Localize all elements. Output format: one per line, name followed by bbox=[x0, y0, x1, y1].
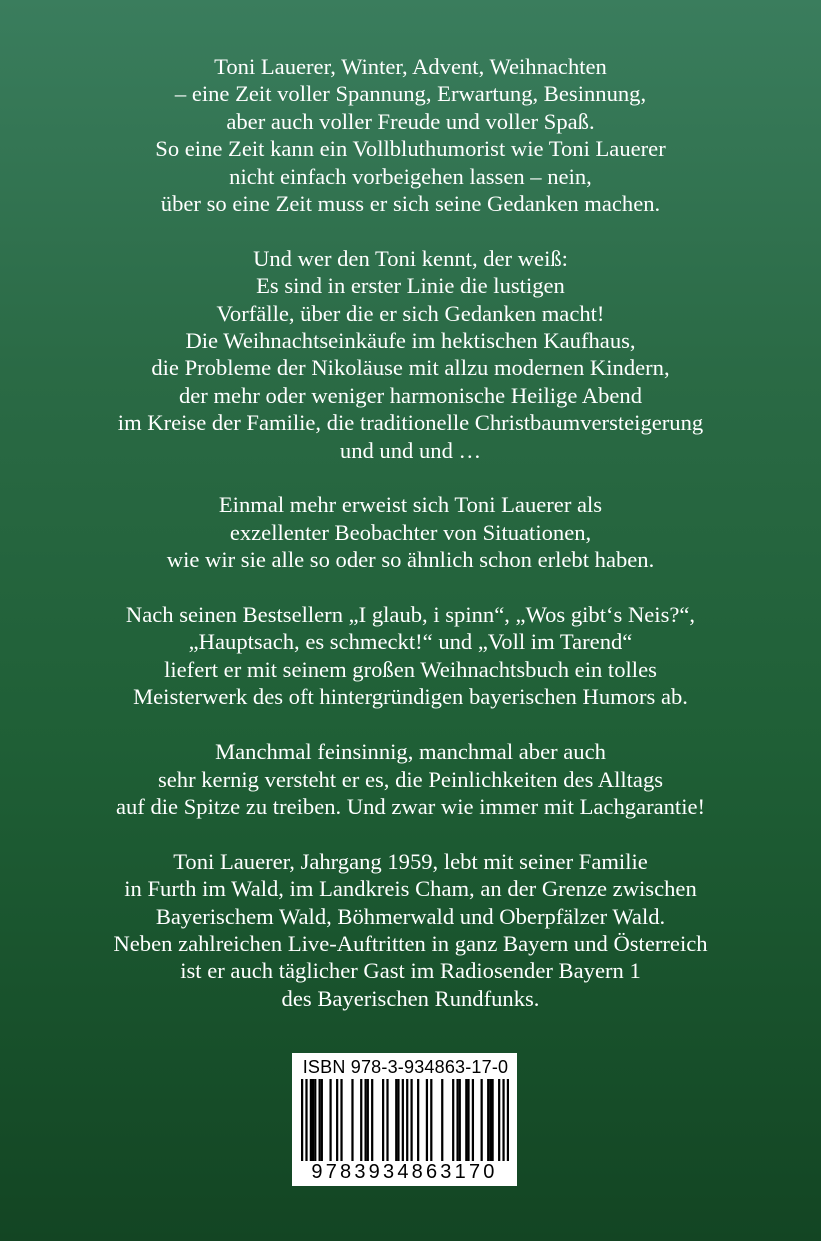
text-line: Bayerischem Wald, Böhmerwald und Oberpfälzer Wald. bbox=[155, 903, 666, 929]
barcode-bar bbox=[456, 1079, 458, 1161]
barcode-bar bbox=[467, 1079, 469, 1161]
text-line: Toni Lauerer, Winter, Advent, Weihnachten bbox=[214, 54, 607, 79]
barcode-bar bbox=[410, 1079, 412, 1161]
barcode-bar bbox=[367, 1079, 369, 1161]
text-line: Vorfälle, über die er sich Gedanken macht! bbox=[216, 300, 605, 326]
text-line: die Probleme der Nikoläuse mit allzu modernen Kindern, bbox=[151, 355, 670, 381]
barcode-bar bbox=[507, 1079, 509, 1161]
text-line: Neben zahlreichen Live-Auftritten in ganz Bayern und Österreich bbox=[113, 930, 708, 956]
barcode-bar bbox=[371, 1079, 373, 1161]
text-line: über so eine Zeit muss er sich seine Gedanken machen. bbox=[160, 191, 661, 217]
text-line: in Furth im Wald, im Landkreis Cham, an der Grenze zwischen bbox=[124, 876, 697, 902]
barcode-image bbox=[301, 1079, 509, 1161]
barcode-bar bbox=[382, 1079, 384, 1161]
text-line: Einmal mehr erweist sich Toni Lauerer als bbox=[218, 492, 603, 518]
text-line: Und wer den Toni kennt, der weiß: bbox=[253, 245, 568, 271]
barcode-bar bbox=[301, 1079, 303, 1161]
barcode-bar bbox=[430, 1079, 432, 1161]
back-cover-text bbox=[0, 53, 821, 1040]
barcode-bar bbox=[406, 1079, 408, 1161]
barcode-bar bbox=[321, 1079, 323, 1161]
barcode-bar bbox=[397, 1079, 399, 1161]
barcode-bar bbox=[329, 1079, 331, 1161]
text-line: im Kreise der Familie, die traditionelle Christbaumversteigerung bbox=[117, 410, 704, 436]
text-line: Meisterwerk des oft hintergründigen bayerischen Humors ab. bbox=[133, 684, 688, 710]
barcode-bar bbox=[310, 1079, 312, 1161]
text-line: Die Weihnachtseinkäufe im hektischen Kaufhaus, bbox=[185, 328, 636, 354]
barcode-bar bbox=[305, 1079, 307, 1161]
paragraph-6 bbox=[0, 848, 821, 1012]
barcode-bar bbox=[452, 1079, 454, 1161]
barcode-bar bbox=[319, 1079, 321, 1161]
text-line: des Bayerischen Rundfunks. bbox=[281, 985, 540, 1011]
text-line: So eine Zeit kann ein Vollbluthumorist wie Toni Lauerer bbox=[155, 136, 666, 162]
text-line: Toni Lauerer, Jahrgang 1959, lebt mit seiner Familie bbox=[173, 848, 648, 874]
text-line: „Hauptsach, es schmeckt!“ und „Voll im Tarend“ bbox=[188, 629, 633, 655]
text-line: Manchmal feinsinnig, manchmal aber auch bbox=[215, 739, 606, 765]
text-line: Nach seinen Bestsellern „I glaub, i spinn“, „Wos gibt‘s Neis?“, bbox=[125, 602, 696, 628]
barcode-bar bbox=[386, 1079, 388, 1161]
barcode-bar bbox=[351, 1079, 353, 1161]
text-line: Es sind in erster Linie die lustigen bbox=[256, 273, 565, 299]
barcode-bar bbox=[314, 1079, 316, 1161]
text-line: sehr kernig versteht er es, die Peinlichkeiten des Alltags bbox=[157, 766, 664, 792]
ean-digits: 9783934863170 bbox=[311, 1161, 498, 1183]
text-line: liefert er mit seinem großen Weihnachtsbuch ein tolles bbox=[164, 656, 657, 682]
barcode-bar bbox=[502, 1079, 504, 1161]
paragraph-2 bbox=[0, 245, 821, 464]
barcode-bar bbox=[481, 1079, 483, 1161]
text-line: nicht einfach vorbeigehen lassen – nein, bbox=[229, 163, 592, 189]
barcode-bar bbox=[402, 1079, 404, 1161]
text-line: aber auch voller Freude und voller Spaß. bbox=[226, 108, 595, 134]
barcode-bar bbox=[395, 1079, 397, 1161]
barcode-bar bbox=[441, 1079, 443, 1161]
barcode-bar bbox=[336, 1079, 338, 1161]
text-line: ist er auch täglicher Gast im Radiosender Bayern 1 bbox=[180, 958, 641, 984]
barcode-bar bbox=[498, 1079, 500, 1161]
paragraph-3 bbox=[0, 491, 821, 573]
text-line: exzellenter Beobachter von Situationen, bbox=[229, 519, 592, 545]
barcode-bar bbox=[472, 1079, 474, 1161]
barcode-bar bbox=[459, 1079, 461, 1161]
barcode-bar bbox=[489, 1079, 491, 1161]
text-line: – eine Zeit voller Spannung, Erwartung, Besinnung, bbox=[174, 81, 647, 107]
text-line: auf die Spitze zu treiben. Und zwar wie immer mit Lachgarantie! bbox=[115, 793, 706, 819]
isbn-label: ISBN 978-3-934863-17-0 bbox=[302, 1057, 509, 1077]
barcode-bar bbox=[312, 1079, 314, 1161]
barcode-bar bbox=[417, 1079, 419, 1161]
barcode-bar bbox=[491, 1079, 493, 1161]
barcode-bar bbox=[360, 1079, 362, 1161]
barcode-bar bbox=[426, 1079, 428, 1161]
isbn-barcode-box bbox=[292, 1053, 517, 1186]
barcode-bar bbox=[340, 1079, 342, 1161]
text-line: und und und … bbox=[339, 437, 482, 463]
barcode-bar bbox=[465, 1079, 467, 1161]
barcode-bar bbox=[364, 1079, 366, 1161]
paragraph-1 bbox=[0, 53, 821, 217]
barcode-bar bbox=[487, 1079, 489, 1161]
paragraph-4 bbox=[0, 601, 821, 711]
text-line: wie wir sie alle so oder so ähnlich schon erlebt haben. bbox=[166, 547, 655, 573]
paragraph-5 bbox=[0, 738, 821, 820]
text-line: der mehr oder weniger harmonische Heilige Abend bbox=[178, 382, 642, 408]
